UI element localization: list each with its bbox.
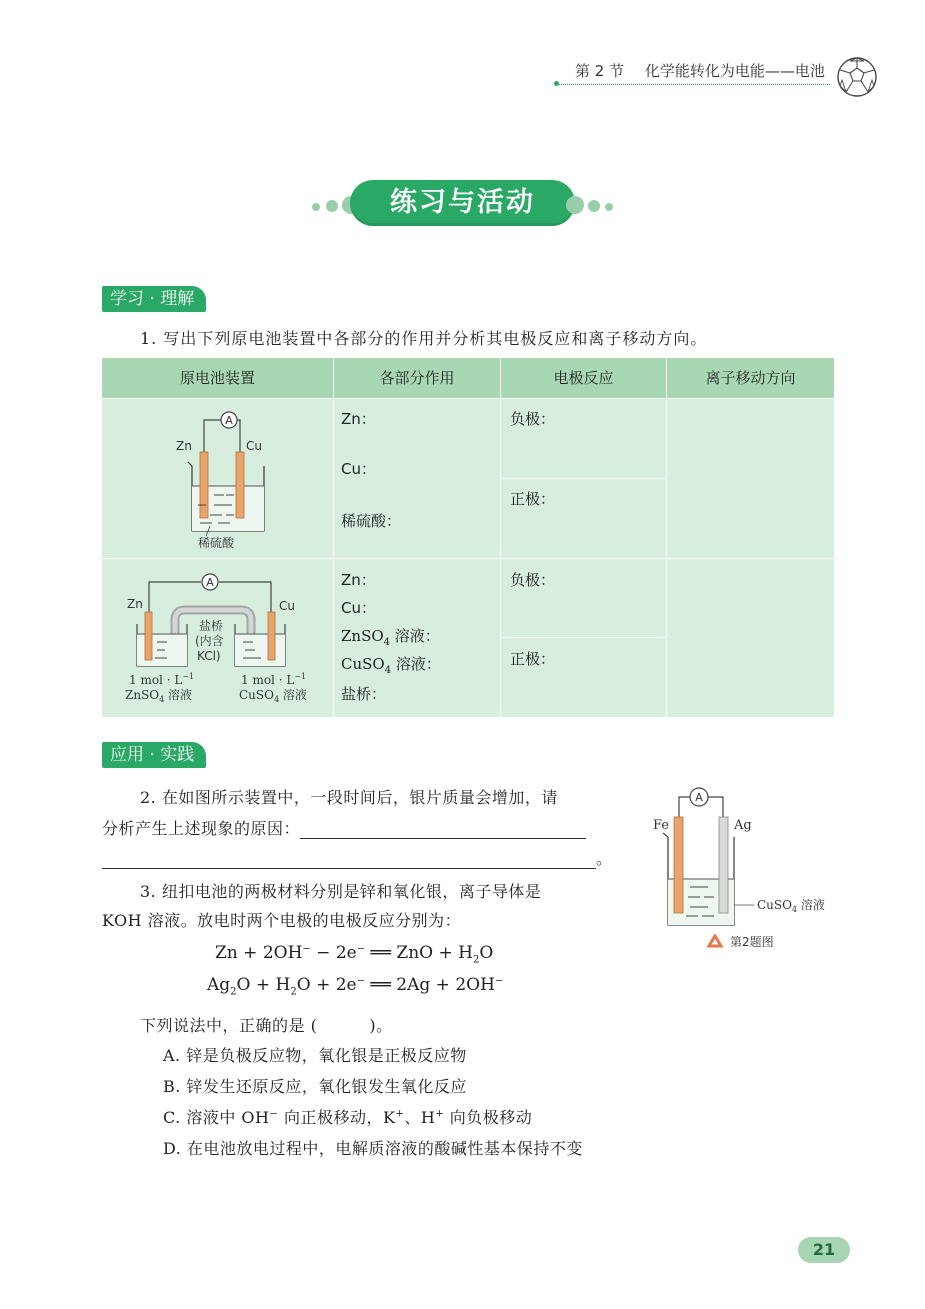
svg-text:Cu: Cu: [279, 599, 295, 613]
table-divider: [102, 558, 834, 559]
svg-text:A: A: [695, 791, 703, 804]
section-number: 第 2 节: [575, 62, 625, 80]
question-2-line-2: 分析产生上述现象的原因：: [102, 816, 586, 839]
svg-text:KCl): KCl): [197, 649, 221, 663]
cu-electrode: [268, 612, 275, 660]
part-cu-2: Cu：: [341, 599, 376, 617]
svg-text:Fe: Fe: [653, 818, 670, 833]
question-3-prompt: 下列说法中，正确的是 ( )。: [140, 1016, 393, 1035]
equation-zn: Zn + 2OH− − 2e− ══ ZnO + $H_2O$: [215, 943, 494, 966]
svg-text:稀硫酸: 稀硫酸: [198, 536, 235, 550]
figure-marker-icon: [709, 936, 721, 946]
positive-electrode-label-2: 正极：: [510, 650, 556, 668]
svg-text:Zn: Zn: [127, 597, 143, 611]
banner-dot: [326, 200, 338, 212]
part-salt-bridge: 盐桥：: [341, 685, 387, 703]
table-divider: [500, 358, 501, 717]
svg-text:A: A: [225, 414, 233, 427]
section-tag-learn: 学习 · 理解: [102, 286, 206, 312]
fe-electrode: [674, 817, 683, 913]
svg-text:1 mol · L−1: 1 mol · $L^{-1}$: [129, 672, 195, 687]
part-acid: 稀硫酸：: [341, 512, 402, 530]
part-cuso4: CuSO$_4$ 溶液：: [341, 655, 441, 676]
equation-ag2o: $Ag_2O + H_2O + 2e^-$ ══ 2Ag + 2OH−: [207, 975, 504, 998]
question-3-line-1: 3. 纽扣电池的两极材料分别是锌和氧化银，离子导体是: [140, 882, 542, 901]
answer-blank[interactable]: [300, 838, 586, 839]
table-divider: [501, 478, 666, 479]
positive-electrode-label: 正极：: [510, 490, 556, 508]
question-3-line-2: KOH 溶液。放电时两个电极的电极反应分别为：: [102, 911, 462, 930]
zn-electrode: [200, 452, 208, 518]
negative-electrode-label-2: 负极：: [510, 571, 556, 589]
table-header-reaction: 电极反应: [501, 358, 666, 398]
running-head: [575, 60, 825, 81]
question-2-line-3: 。: [102, 846, 613, 869]
svg-text:第2题图: 第2题图: [730, 935, 774, 949]
part-zn: Zn：: [341, 410, 376, 428]
svg-text:1 mol · L−1: 1 mol · $L^{-1}$: [241, 672, 307, 687]
choice-a[interactable]: A. 锌是负极反应物，氧化银是正极反应物: [163, 1046, 467, 1065]
svg-text:A: A: [206, 576, 214, 589]
question-1-text: 1. 写出下列原电池装置中各部分的作用并分析其电极反应和离子移动方向。: [140, 329, 708, 348]
section-tag-apply: 应用 · 实践: [102, 742, 206, 768]
zn-electrode: [145, 612, 152, 660]
choice-b[interactable]: B. 锌发生还原反应，氧化银发生氧化反应: [163, 1077, 467, 1096]
banner-dot: [588, 200, 600, 212]
svg-text:(内含: (内含: [195, 634, 224, 648]
exercise-banner-title: 练习与活动: [350, 180, 575, 226]
svg-text:Zn: Zn: [176, 439, 192, 453]
section-title: 化学能转化为电能——电池: [644, 62, 825, 80]
table-divider: [102, 398, 834, 399]
part-cu: Cu：: [341, 460, 376, 478]
banner-dot: [312, 203, 320, 211]
table-header-ion-direction: 离子移动方向: [667, 358, 834, 398]
salt-bridge-cell-diagram: [115, 568, 325, 708]
part-znso4: ZnSO$_4$ 溶液：: [341, 627, 440, 648]
svg-text:盐桥: 盐桥: [199, 619, 224, 633]
negative-electrode-label: 负极：: [510, 410, 556, 428]
svg-text:ZnSO4 溶液: ZnSO$_4$ 溶液: [125, 688, 193, 704]
part-zn-2: Zn：: [341, 571, 376, 589]
single-cell-diagram: [170, 406, 280, 554]
header-rule: [555, 84, 830, 85]
cu-electrode: [236, 452, 244, 518]
fullerene-ball-icon: [836, 56, 878, 98]
table-divider: [666, 358, 667, 717]
ag-electrode: [719, 817, 728, 913]
table-header-function: 各部分作用: [334, 358, 500, 398]
svg-text:CuSO4 溶液: CuSO$_4$ 溶液: [757, 898, 825, 914]
svg-text:Ag: Ag: [734, 818, 752, 833]
question-2-line-1: 2. 在如图所示装置中，一段时间后，银片质量会增加，请: [140, 788, 558, 807]
fe-ag-cell-diagram: [650, 783, 865, 958]
answer-blank[interactable]: [102, 868, 596, 869]
banner-dot: [566, 196, 584, 214]
table-header-device: 原电池装置: [102, 358, 333, 398]
svg-text:Cu: Cu: [246, 439, 262, 453]
page-number: 21: [798, 1237, 850, 1263]
banner-dot: [605, 203, 613, 211]
table-divider: [333, 358, 334, 717]
table-divider: [501, 637, 666, 638]
choice-c[interactable]: C. 溶液中 OH− 向正极移动，K+、H+ 向负极移动: [163, 1108, 533, 1127]
choice-d[interactable]: D. 在电池放电过程中，电解质溶液的酸碱性基本保持不变: [163, 1139, 583, 1158]
svg-text:CuSO4 溶液: CuSO$_4$ 溶液: [239, 688, 307, 704]
